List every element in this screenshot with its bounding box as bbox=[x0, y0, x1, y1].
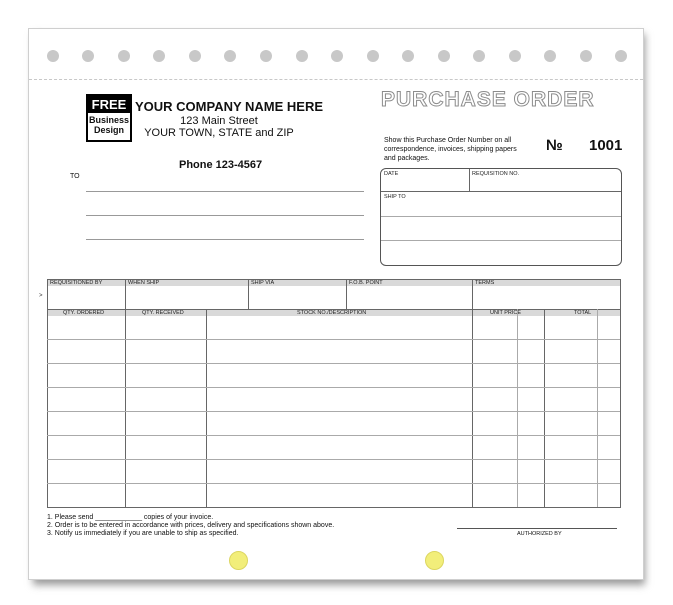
instructions bbox=[47, 514, 334, 538]
table-row[interactable] bbox=[47, 411, 620, 412]
ship-to-line[interactable] bbox=[381, 240, 621, 241]
to-label: TO bbox=[70, 173, 80, 180]
feed-hole bbox=[224, 50, 236, 62]
feed-hole bbox=[544, 50, 556, 62]
logo-free: FREE bbox=[88, 96, 130, 113]
logo-business: Business bbox=[88, 115, 130, 125]
info-divider bbox=[248, 279, 249, 309]
col-description: STOCK NO./DESCRIPTION bbox=[297, 310, 367, 316]
feed-hole bbox=[473, 50, 485, 62]
fob-point-label: F.O.B. POINT bbox=[349, 280, 383, 286]
feed-hole bbox=[331, 50, 343, 62]
feed-hole bbox=[189, 50, 201, 62]
table-row[interactable] bbox=[47, 435, 620, 436]
info-divider bbox=[125, 279, 126, 309]
ship-box-divider bbox=[469, 169, 470, 191]
side-mark: > bbox=[39, 293, 43, 299]
feed-hole bbox=[402, 50, 414, 62]
table-row[interactable] bbox=[47, 363, 620, 364]
feed-hole bbox=[367, 50, 379, 62]
po-number-notice: Show this Purchase Order Number on all correspondence, invoices, shipping papers and packages. bbox=[384, 137, 517, 162]
table-row[interactable] bbox=[47, 459, 620, 460]
po-number: 1001 bbox=[589, 137, 623, 154]
logo-design: Design bbox=[93, 125, 124, 135]
table-right-border bbox=[620, 279, 621, 507]
table-left-border bbox=[47, 279, 48, 507]
col-qty-ordered: QTY. ORDERED bbox=[63, 310, 105, 316]
to-line-2[interactable] bbox=[86, 215, 364, 216]
to-line-3[interactable] bbox=[86, 239, 364, 240]
company-city: YOUR TOWN, STATE and ZIP bbox=[144, 127, 294, 139]
perforation-line bbox=[29, 79, 643, 80]
feed-hole bbox=[296, 50, 308, 62]
col-unit-price: UNIT PRICE bbox=[490, 310, 522, 316]
feed-hole bbox=[438, 50, 450, 62]
requisition-label: REQUISITION NO. bbox=[472, 171, 520, 177]
feed-hole bbox=[153, 50, 165, 62]
feed-hole bbox=[118, 50, 130, 62]
signature-line[interactable] bbox=[457, 528, 617, 529]
feed-hole bbox=[260, 50, 272, 62]
table-row[interactable] bbox=[47, 387, 620, 388]
ship-to-label: SHIP TO bbox=[384, 194, 406, 200]
to-line-1[interactable] bbox=[86, 191, 364, 192]
ship-box-rule bbox=[381, 191, 621, 192]
requisitioned-by-label: REQUISITIONED BY bbox=[50, 280, 103, 286]
company-logo bbox=[86, 94, 132, 142]
ship-via-label: SHIP VIA bbox=[251, 280, 275, 286]
authorized-by-label: AUTHORIZED BY bbox=[517, 531, 562, 537]
company-address bbox=[139, 115, 299, 139]
table-row[interactable] bbox=[47, 483, 620, 484]
feed-hole bbox=[82, 50, 94, 62]
company-name: YOUR COMPANY NAME HERE bbox=[135, 99, 324, 114]
col-total: TOTAL bbox=[574, 310, 592, 316]
company-street: 123 Main Street bbox=[180, 115, 258, 127]
purchase-order-form bbox=[28, 28, 644, 580]
yellow-dot bbox=[425, 551, 444, 570]
feed-hole bbox=[47, 50, 59, 62]
company-phone: Phone 123-4567 bbox=[179, 159, 263, 171]
info-divider bbox=[472, 279, 473, 309]
number-sign: № bbox=[546, 137, 563, 154]
feed-hole bbox=[615, 50, 627, 62]
table-row[interactable] bbox=[47, 339, 620, 340]
table-bottom-rule bbox=[47, 507, 621, 508]
col-qty-received: QTY. RECEIVED bbox=[142, 310, 184, 316]
instruction-1: 1. Please send ____________ copies of your invoice. bbox=[47, 514, 214, 521]
yellow-dot bbox=[229, 551, 248, 570]
feed-hole bbox=[580, 50, 592, 62]
ship-to-line[interactable] bbox=[381, 216, 621, 217]
instruction-2: 2. Order is to be entered in accordance with prices, delivery and specifications shown above. bbox=[47, 522, 335, 529]
date-label: DATE bbox=[384, 171, 399, 177]
instruction-3: 3. Notify us immediately if you are unable to ship as specified. bbox=[47, 530, 239, 537]
ship-to-box bbox=[380, 168, 622, 266]
info-divider bbox=[346, 279, 347, 309]
terms-label: TERMS bbox=[475, 280, 495, 286]
feed-hole bbox=[509, 50, 521, 62]
form-title: PURCHASE ORDER bbox=[381, 88, 595, 111]
when-ship-label: WHEN SHIP bbox=[128, 280, 160, 286]
